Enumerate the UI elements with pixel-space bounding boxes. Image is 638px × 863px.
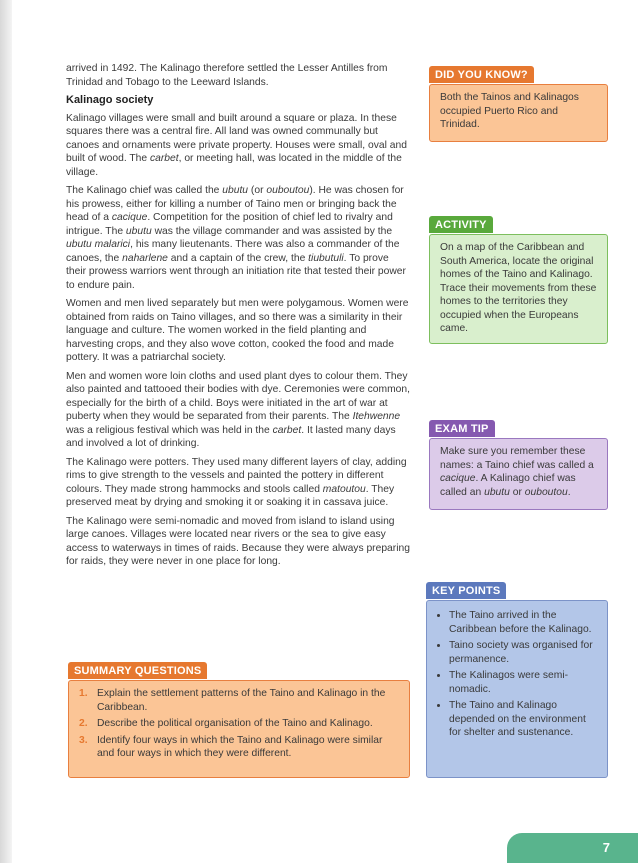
summary-question-item bbox=[79, 734, 401, 761]
activity-text: On a map of the Caribbean and South America, locate the original homes of the Taino and Kalinago. Trace their movements from these homes to the territories they occupied when the Europeans came. bbox=[440, 242, 597, 334]
activity-label: ACTIVITY bbox=[429, 216, 493, 233]
key-point-item: • The Kalinagos were semi-nomadic. bbox=[449, 669, 599, 696]
summary-questions-list bbox=[69, 681, 409, 761]
did-you-know-text: Both the Tainos and Kalinagos occupied Puerto Rico and Trinidad. bbox=[440, 92, 579, 130]
paragraph-women: Women and men lived separately but men were polygamous. Women were obtained from raids on Taino villages, and so there was a similarity in their language and culture. The women worked in the field planting and harvesting crops, and they also wove cotton, cooked the food and made pottery. It was a patriarchal society. bbox=[66, 298, 409, 363]
paragraph-nomadic: The Kalinago were semi-nomadic and moved from island to island using large canoes. Villages were located near rivers or the sea to give easy access to waterways in times of raids. Because they were always preparing for raids, they were never in one place for long. bbox=[66, 515, 410, 567]
exam-tip-text: Make sure you remember these names: a Taino chief was called a cacique. A Kalinago chief was called an ubutu or ouboutou. bbox=[440, 446, 594, 498]
question-number: 2. bbox=[79, 718, 88, 729]
question-number: 1. bbox=[79, 688, 88, 699]
question-number: 3. bbox=[79, 734, 88, 746]
summary-question-item bbox=[79, 687, 401, 714]
key-points-list bbox=[427, 601, 607, 740]
summary-question-item bbox=[79, 717, 401, 731]
key-points-box bbox=[426, 600, 608, 778]
intro-paragraph: arrived in 1492. The Kalinago therefore settled the Lesser Antilles from Trinidad and Tobago to the Leeward Islands. bbox=[66, 63, 388, 88]
key-points-label: KEY POINTS bbox=[426, 582, 506, 599]
summary-questions-label: SUMMARY QUESTIONS bbox=[68, 662, 207, 679]
page-number: 7 bbox=[602, 840, 610, 855]
paragraph-pottery: The Kalinago were potters. They used many different layers of clay, adding rims to give strength to the vessels and painted the pottery in different colours. They made strong hammocks and stools called matoutou. They preserved meat by drying and smoking it or soaking it in cassava juice. bbox=[66, 456, 407, 508]
did-you-know-box bbox=[429, 84, 608, 142]
activity-box bbox=[429, 234, 608, 344]
paragraph-chief: The Kalinago chief was called the ubutu (or ouboutou). He was chosen for his prowess, either for killing a number of Taino men or bringing back the head of a cacique. Competition for the position of chief led to rivalry and intrigue. The ubutu was the village commander and was assisted by the ubutu malarici, his many lieutenants. There was also a commander of the canoes, the naharlene and a captain of the crew, the tiubutuli. To prove their prowess warriors went through an initiation rite that tested their power to endure pain. bbox=[66, 185, 406, 291]
exam-tip-box bbox=[429, 438, 608, 510]
key-point-item: • The Taino arrived in the Caribbean before the Kalinago. bbox=[449, 609, 599, 636]
did-you-know-label: DID YOU KNOW? bbox=[429, 66, 534, 83]
key-point-item: • The Taino and Kalinago depended on the environment for shelter and sustenance. bbox=[449, 699, 599, 740]
section-heading: Kalinago society bbox=[66, 94, 154, 106]
question-text: Identify four ways in which the Taino and Kalinago were similar and four ways in which they were different. bbox=[97, 734, 383, 759]
summary-questions-box bbox=[68, 680, 410, 778]
paragraph-villages: Kalinago villages were small and built around a square or plaza. In these squares there was a central fire. All land was owned communally but canoes and ornaments were private property. Houses were small, oval and built of wood. The carbet, or meeting hall, was located in the middle of the village. bbox=[66, 112, 407, 178]
question-text: Explain the settlement patterns of the Taino and Kalinago in the Caribbean. bbox=[97, 688, 386, 713]
page-number-tab bbox=[507, 833, 638, 863]
main-text-column bbox=[66, 62, 411, 574]
exam-tip-label: EXAM TIP bbox=[429, 420, 495, 437]
page-edge-shadow bbox=[0, 0, 12, 863]
paragraph-ceremonies: Men and women wore loin cloths and used plant dyes to colour them. They also painted and tattooed their bodies with dye. Ceremonies were common, especially for the birth of a child. Boys were initiated in the art of war at puberty when they would be separated from their parents. The Itehwenne was a religious festival which was held in the carbet. It lasted many days and involved a lot of drinking. bbox=[66, 370, 410, 449]
question-text: Describe the political organisation of the Taino and Kalinago. bbox=[97, 718, 373, 729]
key-point-item: • Taino society was organised for permanence. bbox=[449, 639, 599, 666]
